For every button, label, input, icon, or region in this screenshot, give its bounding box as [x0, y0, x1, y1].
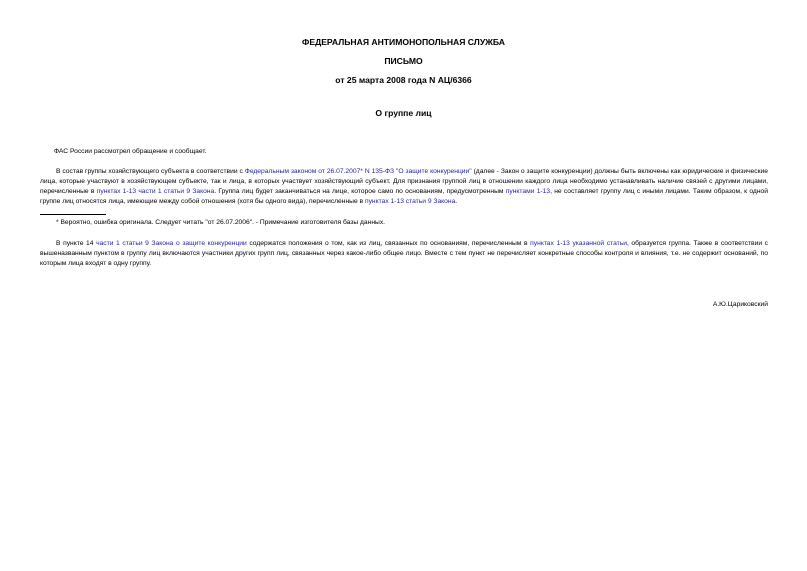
link-points-1-13[interactable]: пунктами 1-13 [505, 188, 551, 195]
footnote-divider [40, 214, 106, 215]
paragraph-intro-text: ФАС России рассмотрел обращение и сообщает. [54, 148, 207, 155]
agency-title: ФЕДЕРАЛЬНАЯ АНТИМОНОПОЛЬНАЯ СЛУЖБА [302, 37, 505, 47]
footnote-text: * Вероятно, ошибка оригинала. Следует читать "от 26.07.2006". - Примечание изготовителя базы данных. [56, 219, 386, 226]
link-federal-law-135fz[interactable]: Федеральным законом от 26.07.2007* N 135-ФЗ "О защите конкуренции" [244, 168, 472, 175]
document-subject: О группе лиц [375, 108, 432, 118]
paragraph-group-composition [40, 167, 768, 207]
paragraph-point-14-text [40, 239, 768, 269]
text-fragment: . Группа лиц будет заканчиваться на лице, которое само по основаниям, предусмотренным [214, 188, 506, 195]
signature: А.Ю.Цариковский [712, 301, 768, 308]
text-fragment: . [455, 198, 458, 205]
footnote [40, 218, 768, 228]
link-points-1-13-said-article[interactable]: пунктах 1-13 указанной статьи [530, 240, 627, 247]
text-fragment: (далее - Закон о защите конкуренции) должны быть включены как юридические и физические лица, которые участвуют в хозяйствующем субъекте, так и лица, в которых участвует хозяйствующий субъект. Для признания группой лиц в отношении каждого лица необходимо устанавливать наличие связей с другими лицами, перечисленные в [40, 168, 769, 195]
text-fragment: , не составляет группу лиц с иными лицами. Таким образом, к одной группе лиц относятся лица, имеющие между собой отношения (хотя бы одного вида), перечисленные в [40, 188, 768, 205]
document-type: ПИСЬМО [384, 56, 423, 66]
paragraph-intro [40, 147, 768, 157]
text-fragment: содержатся положения о том, как из лиц, связанных по основаниям, перечисленным в [246, 240, 531, 247]
paragraph-group-composition-text [40, 167, 768, 207]
link-articles-1-13-part-1-art-9[interactable]: пунктах 1-13 части 1 статьи 9 Закона [96, 188, 215, 195]
document-date-number: от 25 марта 2008 года N АЦ/6366 [335, 75, 472, 85]
text-fragment: В состав группы хозяйствующего субъекта в соответствии с [56, 168, 245, 175]
link-part-1-art-9-law[interactable]: части 1 статьи 9 Закона о защите конкуренции [96, 240, 247, 247]
text-fragment: , образуется группа. Также в соответствии с вышеназванным пунктом в группу лиц включаются участники других групп лиц, связанных через какое-либо общее лицо. Вместе с тем пункт не перечисляет конкретные способы контроля и влияния, т.е. не содержит оснований, по которым лица входят в одну группу. [40, 240, 769, 267]
paragraph-point-14 [40, 239, 768, 269]
text-fragment: В пункте 14 [56, 240, 97, 247]
link-points-1-13-art-9[interactable]: пунктах 1-13 статьи 9 Закона [364, 198, 456, 205]
